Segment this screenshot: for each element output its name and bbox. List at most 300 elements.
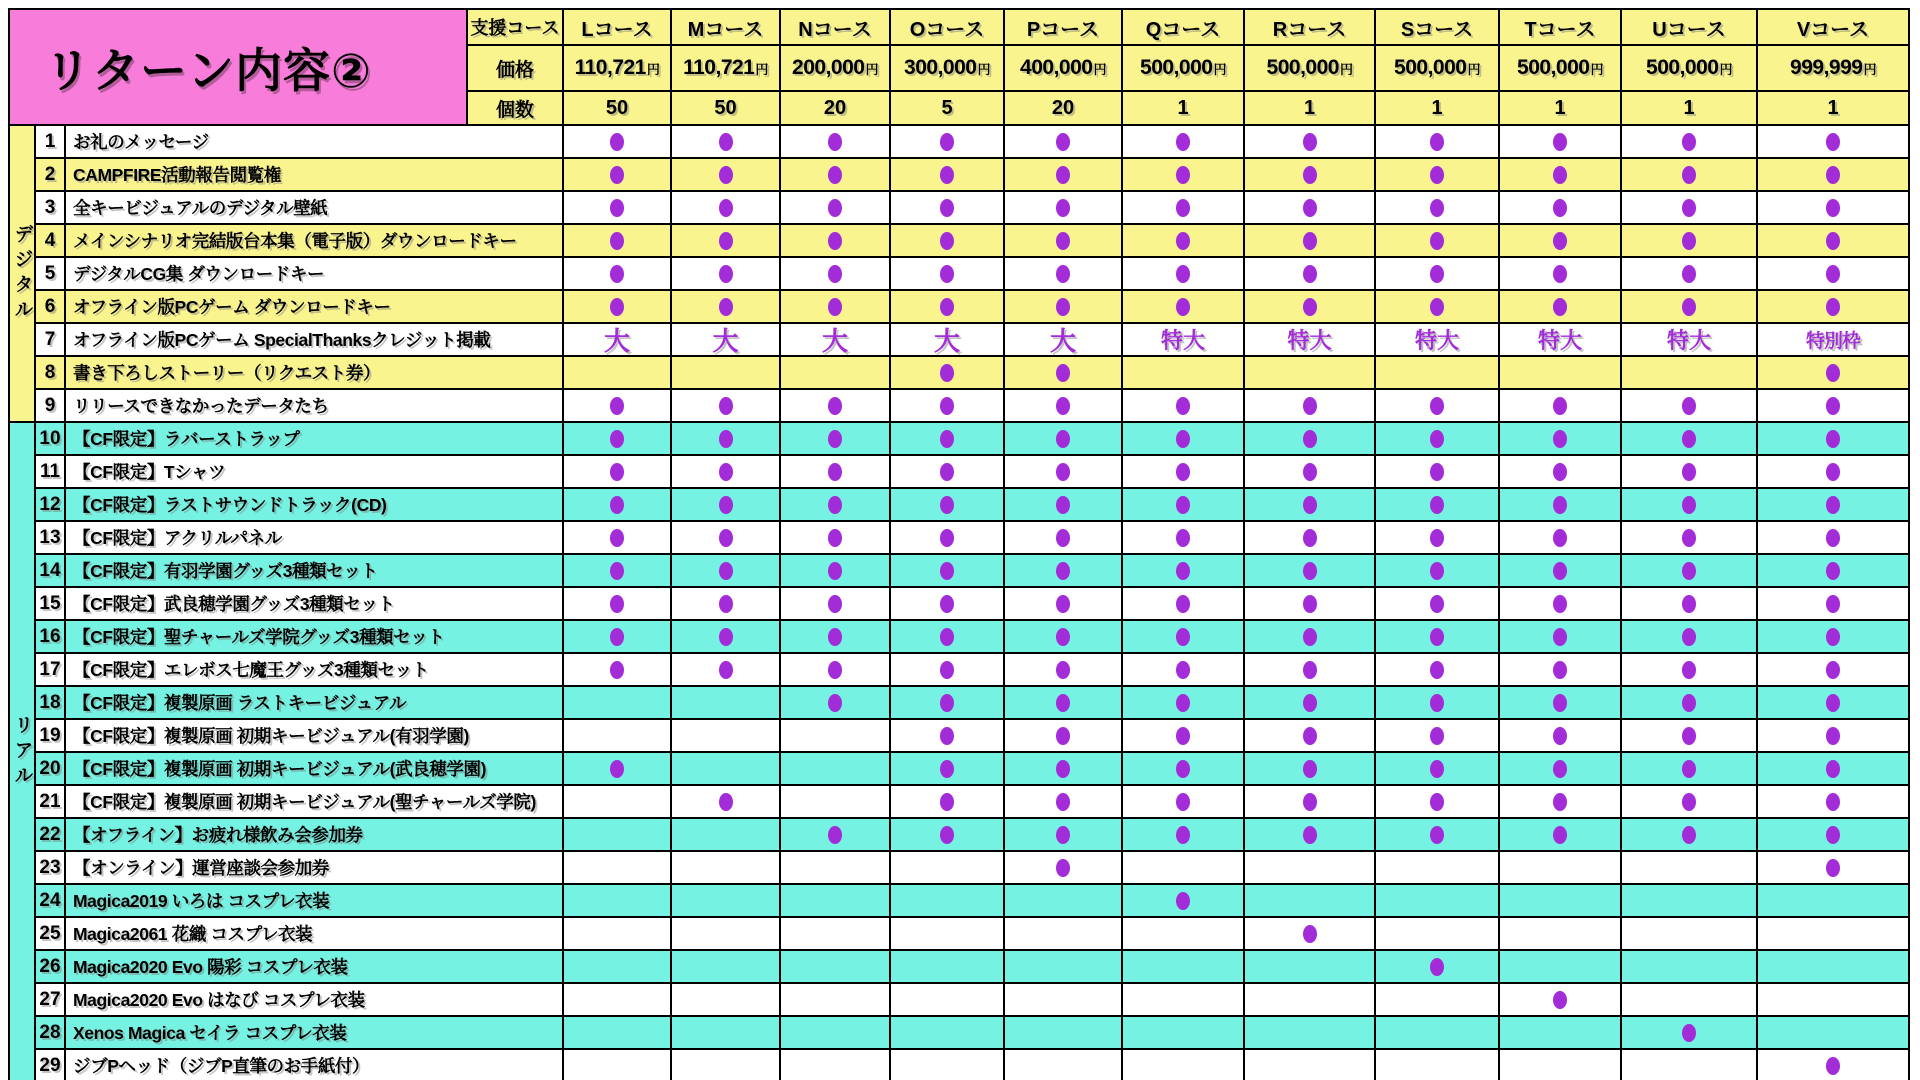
included-dot-icon xyxy=(1553,628,1567,646)
matrix-cell xyxy=(781,687,889,718)
included-dot-icon xyxy=(610,265,624,283)
matrix-cell xyxy=(1376,522,1498,553)
item-label: 【オンライン】運営座談会参加券 xyxy=(66,852,562,883)
included-dot-icon xyxy=(940,760,954,778)
course-header-cell: Rコース xyxy=(1245,10,1374,44)
matrix-cell xyxy=(564,1050,670,1080)
matrix-cell xyxy=(1376,786,1498,817)
matrix-cell xyxy=(1622,258,1756,289)
included-dot-icon xyxy=(1303,133,1317,151)
included-dot-icon xyxy=(719,232,733,250)
matrix-cell xyxy=(1245,951,1374,982)
included-dot-icon xyxy=(1176,826,1190,844)
section-label-digital: デジタル xyxy=(10,126,34,421)
matrix-cell xyxy=(1758,324,1908,355)
row-number: 24 xyxy=(36,885,64,916)
matrix-cell xyxy=(1005,192,1121,223)
matrix-cell xyxy=(1500,1050,1620,1080)
matrix-cell xyxy=(564,786,670,817)
matrix-cell xyxy=(1376,1050,1498,1080)
matrix-cell xyxy=(1376,225,1498,256)
included-dot-icon xyxy=(1553,265,1567,283)
price-cell: 300,000 円 xyxy=(891,46,1003,90)
row-number: 9 xyxy=(36,390,64,421)
matrix-cell xyxy=(891,291,1003,322)
included-dot-icon xyxy=(1826,859,1840,877)
matrix-cell xyxy=(564,423,670,454)
included-dot-icon xyxy=(1056,298,1070,316)
matrix-cell xyxy=(1005,852,1121,883)
quantity-cell: 50 xyxy=(672,92,779,124)
matrix-cell xyxy=(1005,489,1121,520)
matrix-cell xyxy=(564,225,670,256)
included-dot-icon xyxy=(1176,628,1190,646)
included-dot-icon xyxy=(940,397,954,415)
page-title-box xyxy=(10,10,466,124)
matrix-cell xyxy=(1500,621,1620,652)
matrix-cell xyxy=(1622,852,1756,883)
matrix-cell xyxy=(1500,192,1620,223)
included-dot-icon xyxy=(1553,298,1567,316)
matrix-cell xyxy=(1005,258,1121,289)
included-dot-icon xyxy=(1682,430,1696,448)
credit-size-text: 大 xyxy=(1049,326,1076,355)
matrix-cell xyxy=(1758,357,1908,388)
matrix-cell xyxy=(564,588,670,619)
included-dot-icon xyxy=(1826,496,1840,514)
matrix-cell xyxy=(1245,1017,1374,1048)
included-dot-icon xyxy=(828,826,842,844)
matrix-cell xyxy=(1500,126,1620,157)
included-dot-icon xyxy=(610,562,624,580)
included-dot-icon xyxy=(828,199,842,217)
credit-size-text: 大 xyxy=(603,326,630,355)
matrix-cell xyxy=(891,588,1003,619)
course-header-cell: Tコース xyxy=(1500,10,1620,44)
matrix-cell xyxy=(781,621,889,652)
matrix-cell xyxy=(1245,720,1374,751)
matrix-cell xyxy=(1123,621,1243,652)
matrix-cell xyxy=(1500,852,1620,883)
matrix-cell xyxy=(781,753,889,784)
matrix-cell xyxy=(1500,159,1620,190)
included-dot-icon xyxy=(1682,628,1696,646)
item-label: Xenos Magica セイラ コスプレ衣装 xyxy=(66,1017,562,1048)
matrix-cell xyxy=(1123,885,1243,916)
included-dot-icon xyxy=(1826,133,1840,151)
matrix-cell xyxy=(781,522,889,553)
matrix-cell xyxy=(1500,654,1620,685)
matrix-cell xyxy=(564,258,670,289)
included-dot-icon xyxy=(610,661,624,679)
price-cell: 999,999 円 xyxy=(1758,46,1908,90)
matrix-cell xyxy=(672,654,779,685)
included-dot-icon xyxy=(1826,364,1840,382)
matrix-cell xyxy=(891,423,1003,454)
matrix-cell xyxy=(1758,225,1908,256)
included-dot-icon xyxy=(828,628,842,646)
matrix-cell xyxy=(1123,390,1243,421)
included-dot-icon xyxy=(1682,496,1696,514)
matrix-cell xyxy=(891,786,1003,817)
matrix-cell xyxy=(1123,423,1243,454)
included-dot-icon xyxy=(1682,265,1696,283)
matrix-cell xyxy=(1500,390,1620,421)
included-dot-icon xyxy=(719,595,733,613)
included-dot-icon xyxy=(1553,991,1567,1009)
included-dot-icon xyxy=(1303,562,1317,580)
matrix-cell xyxy=(1500,423,1620,454)
course-header-cell: Lコース xyxy=(564,10,670,44)
matrix-cell xyxy=(1376,456,1498,487)
quantity-cell: 20 xyxy=(1005,92,1121,124)
matrix-cell xyxy=(1758,621,1908,652)
included-dot-icon xyxy=(719,133,733,151)
included-dot-icon xyxy=(1682,199,1696,217)
included-dot-icon xyxy=(1553,529,1567,547)
matrix-cell xyxy=(1245,159,1374,190)
included-dot-icon xyxy=(719,463,733,481)
price-cell: 500,000 円 xyxy=(1123,46,1243,90)
yen-suffix: 円 xyxy=(1719,61,1732,77)
matrix-cell xyxy=(672,1050,779,1080)
matrix-cell xyxy=(1005,357,1121,388)
matrix-cell xyxy=(1500,786,1620,817)
matrix-cell xyxy=(1500,588,1620,619)
included-dot-icon xyxy=(1553,694,1567,712)
yen-suffix: 円 xyxy=(646,61,660,77)
matrix-cell xyxy=(1376,555,1498,586)
course-header-cell: Sコース xyxy=(1376,10,1498,44)
matrix-cell xyxy=(1376,291,1498,322)
included-dot-icon xyxy=(828,166,842,184)
included-dot-icon xyxy=(1826,628,1840,646)
matrix-cell xyxy=(1245,918,1374,949)
matrix-cell xyxy=(781,852,889,883)
matrix-cell xyxy=(1245,225,1374,256)
matrix-cell xyxy=(672,786,779,817)
matrix-cell xyxy=(1245,324,1374,355)
included-dot-icon xyxy=(940,298,954,316)
yen-suffix: 円 xyxy=(865,61,878,77)
included-dot-icon xyxy=(1056,826,1070,844)
price-row-header: 価格 xyxy=(468,46,562,90)
included-dot-icon xyxy=(610,628,624,646)
matrix-cell xyxy=(672,852,779,883)
included-dot-icon xyxy=(719,199,733,217)
matrix-cell xyxy=(891,852,1003,883)
matrix-cell xyxy=(1622,819,1756,850)
matrix-cell xyxy=(1758,390,1908,421)
included-dot-icon xyxy=(1176,463,1190,481)
matrix-cell xyxy=(1245,555,1374,586)
matrix-cell xyxy=(672,291,779,322)
matrix-cell xyxy=(564,159,670,190)
included-dot-icon xyxy=(1303,793,1317,811)
item-label: 【CF限定】ラバーストラップ xyxy=(66,423,562,454)
matrix-cell xyxy=(781,786,889,817)
included-dot-icon xyxy=(1430,298,1444,316)
matrix-cell xyxy=(891,654,1003,685)
matrix-cell xyxy=(1622,687,1756,718)
matrix-cell xyxy=(1245,687,1374,718)
matrix-cell xyxy=(1376,588,1498,619)
matrix-cell xyxy=(1622,291,1756,322)
included-dot-icon xyxy=(1826,562,1840,580)
row-number: 4 xyxy=(36,225,64,256)
matrix-cell xyxy=(1758,786,1908,817)
included-dot-icon xyxy=(1826,793,1840,811)
course-header-cell: Vコース xyxy=(1758,10,1908,44)
matrix-cell xyxy=(1123,819,1243,850)
quantity-cell: 50 xyxy=(564,92,670,124)
matrix-cell xyxy=(891,621,1003,652)
matrix-cell xyxy=(1376,951,1498,982)
matrix-cell xyxy=(672,159,779,190)
matrix-cell xyxy=(1123,192,1243,223)
included-dot-icon xyxy=(1056,694,1070,712)
yen-suffix: 円 xyxy=(977,61,990,77)
included-dot-icon xyxy=(828,529,842,547)
matrix-cell xyxy=(1500,357,1620,388)
row-number: 17 xyxy=(36,654,64,685)
included-dot-icon xyxy=(1056,661,1070,679)
row-number: 15 xyxy=(36,588,64,619)
included-dot-icon xyxy=(1430,232,1444,250)
included-dot-icon xyxy=(1056,265,1070,283)
included-dot-icon xyxy=(1553,199,1567,217)
matrix-cell xyxy=(1376,984,1498,1015)
item-label: メインシナリオ完結版台本集（電子版）ダウンロードキー xyxy=(66,225,562,256)
matrix-cell xyxy=(1123,126,1243,157)
matrix-cell xyxy=(891,885,1003,916)
matrix-cell xyxy=(1758,984,1908,1015)
included-dot-icon xyxy=(1553,232,1567,250)
included-dot-icon xyxy=(1176,133,1190,151)
matrix-cell xyxy=(1005,918,1121,949)
matrix-cell xyxy=(1500,819,1620,850)
included-dot-icon xyxy=(828,397,842,415)
item-label: 【CF限定】有羽学園グッズ3種類セット xyxy=(66,555,562,586)
matrix-cell xyxy=(1622,885,1756,916)
item-label: Magica2061 花織 コスプレ衣装 xyxy=(66,918,562,949)
included-dot-icon xyxy=(1682,463,1696,481)
matrix-cell xyxy=(1245,885,1374,916)
included-dot-icon xyxy=(940,529,954,547)
yen-suffix: 円 xyxy=(1213,61,1226,77)
included-dot-icon xyxy=(719,298,733,316)
matrix-cell xyxy=(891,159,1003,190)
matrix-cell xyxy=(1005,951,1121,982)
matrix-cell xyxy=(1245,489,1374,520)
row-number: 16 xyxy=(36,621,64,652)
matrix-cell xyxy=(1622,324,1756,355)
included-dot-icon xyxy=(1682,133,1696,151)
matrix-cell xyxy=(891,225,1003,256)
matrix-cell xyxy=(1376,423,1498,454)
included-dot-icon xyxy=(940,265,954,283)
matrix-cell xyxy=(1500,720,1620,751)
included-dot-icon xyxy=(1553,661,1567,679)
matrix-cell xyxy=(564,621,670,652)
matrix-cell xyxy=(1622,225,1756,256)
matrix-cell xyxy=(672,984,779,1015)
yen-suffix: 円 xyxy=(755,61,768,77)
included-dot-icon xyxy=(1303,397,1317,415)
matrix-cell xyxy=(1005,720,1121,751)
matrix-cell xyxy=(1376,159,1498,190)
included-dot-icon xyxy=(1826,298,1840,316)
matrix-cell xyxy=(781,1050,889,1080)
matrix-cell xyxy=(1245,390,1374,421)
included-dot-icon xyxy=(1303,595,1317,613)
included-dot-icon xyxy=(1176,199,1190,217)
row-number: 21 xyxy=(36,786,64,817)
matrix-cell xyxy=(1622,918,1756,949)
matrix-cell xyxy=(891,126,1003,157)
matrix-cell xyxy=(1376,819,1498,850)
matrix-cell xyxy=(672,621,779,652)
matrix-cell xyxy=(1245,588,1374,619)
included-dot-icon xyxy=(719,562,733,580)
included-dot-icon xyxy=(940,430,954,448)
matrix-cell xyxy=(672,1017,779,1048)
row-number: 11 xyxy=(36,456,64,487)
matrix-cell xyxy=(1245,852,1374,883)
matrix-cell xyxy=(1758,918,1908,949)
matrix-cell xyxy=(1005,819,1121,850)
matrix-cell xyxy=(1245,126,1374,157)
matrix-cell xyxy=(1758,687,1908,718)
included-dot-icon xyxy=(1056,133,1070,151)
matrix-cell xyxy=(1123,159,1243,190)
included-dot-icon xyxy=(1682,760,1696,778)
included-dot-icon xyxy=(1303,727,1317,745)
matrix-cell xyxy=(891,456,1003,487)
matrix-cell xyxy=(1758,588,1908,619)
included-dot-icon xyxy=(1430,397,1444,415)
included-dot-icon xyxy=(610,199,624,217)
matrix-cell xyxy=(564,324,670,355)
included-dot-icon xyxy=(1682,727,1696,745)
price-cell: 110,721 円 xyxy=(564,46,670,90)
included-dot-icon xyxy=(1682,298,1696,316)
matrix-cell xyxy=(1500,489,1620,520)
included-dot-icon xyxy=(940,463,954,481)
credit-size-text: 特大 xyxy=(1666,328,1711,353)
included-dot-icon xyxy=(610,133,624,151)
included-dot-icon xyxy=(828,595,842,613)
item-label: Magica2019 いろは コスプレ衣装 xyxy=(66,885,562,916)
matrix-cell xyxy=(1376,885,1498,916)
matrix-cell xyxy=(672,324,779,355)
included-dot-icon xyxy=(1553,133,1567,151)
matrix-cell xyxy=(1005,885,1121,916)
item-label: 【CF限定】ラストサウンドトラック(CD) xyxy=(66,489,562,520)
included-dot-icon xyxy=(1303,232,1317,250)
included-dot-icon xyxy=(828,562,842,580)
included-dot-icon xyxy=(1176,661,1190,679)
matrix-cell xyxy=(781,885,889,916)
item-label: 【CF限定】複製原画 初期キービジュアル(有羽学園) xyxy=(66,720,562,751)
included-dot-icon xyxy=(1303,826,1317,844)
matrix-cell xyxy=(1245,1050,1374,1080)
price-cell: 500,000 円 xyxy=(1500,46,1620,90)
matrix-cell xyxy=(1245,423,1374,454)
matrix-cell xyxy=(1123,951,1243,982)
matrix-cell xyxy=(1758,126,1908,157)
included-dot-icon xyxy=(1056,166,1070,184)
matrix-cell xyxy=(1376,192,1498,223)
included-dot-icon xyxy=(940,166,954,184)
included-dot-icon xyxy=(1682,661,1696,679)
row-number: 3 xyxy=(36,192,64,223)
matrix-cell xyxy=(564,1017,670,1048)
matrix-cell xyxy=(891,1050,1003,1080)
included-dot-icon xyxy=(1176,265,1190,283)
matrix-cell xyxy=(564,555,670,586)
matrix-cell xyxy=(1376,918,1498,949)
matrix-cell xyxy=(1376,126,1498,157)
matrix-cell xyxy=(781,357,889,388)
matrix-cell xyxy=(564,687,670,718)
row-number: 2 xyxy=(36,159,64,190)
included-dot-icon xyxy=(1826,1057,1840,1075)
quantity-cell: 1 xyxy=(1245,92,1374,124)
matrix-cell xyxy=(564,522,670,553)
included-dot-icon xyxy=(1682,793,1696,811)
included-dot-icon xyxy=(1553,760,1567,778)
matrix-cell xyxy=(781,291,889,322)
included-dot-icon xyxy=(1430,463,1444,481)
included-dot-icon xyxy=(1056,397,1070,415)
included-dot-icon xyxy=(1430,430,1444,448)
matrix-cell xyxy=(672,588,779,619)
quantity-row-header: 個数 xyxy=(468,92,562,124)
matrix-cell xyxy=(1376,687,1498,718)
included-dot-icon xyxy=(719,628,733,646)
matrix-cell xyxy=(1376,357,1498,388)
matrix-cell xyxy=(1376,390,1498,421)
included-dot-icon xyxy=(719,529,733,547)
included-dot-icon xyxy=(1826,727,1840,745)
row-number: 7 xyxy=(36,324,64,355)
included-dot-icon xyxy=(940,364,954,382)
matrix-cell xyxy=(1005,225,1121,256)
matrix-cell xyxy=(1622,1017,1756,1048)
included-dot-icon xyxy=(1826,694,1840,712)
included-dot-icon xyxy=(1553,430,1567,448)
matrix-cell xyxy=(1500,522,1620,553)
matrix-cell xyxy=(672,192,779,223)
item-label: 【CF限定】聖チャールズ学院グッズ3種類セット xyxy=(66,621,562,652)
included-dot-icon xyxy=(1682,826,1696,844)
included-dot-icon xyxy=(828,430,842,448)
included-dot-icon xyxy=(940,133,954,151)
matrix-cell xyxy=(891,918,1003,949)
included-dot-icon xyxy=(1682,1024,1696,1042)
matrix-cell xyxy=(891,258,1003,289)
included-dot-icon xyxy=(1056,364,1070,382)
included-dot-icon xyxy=(1056,595,1070,613)
included-dot-icon xyxy=(610,430,624,448)
row-number: 14 xyxy=(36,555,64,586)
included-dot-icon xyxy=(1430,793,1444,811)
included-dot-icon xyxy=(1056,529,1070,547)
included-dot-icon xyxy=(1826,430,1840,448)
matrix-cell xyxy=(891,522,1003,553)
included-dot-icon xyxy=(1303,166,1317,184)
